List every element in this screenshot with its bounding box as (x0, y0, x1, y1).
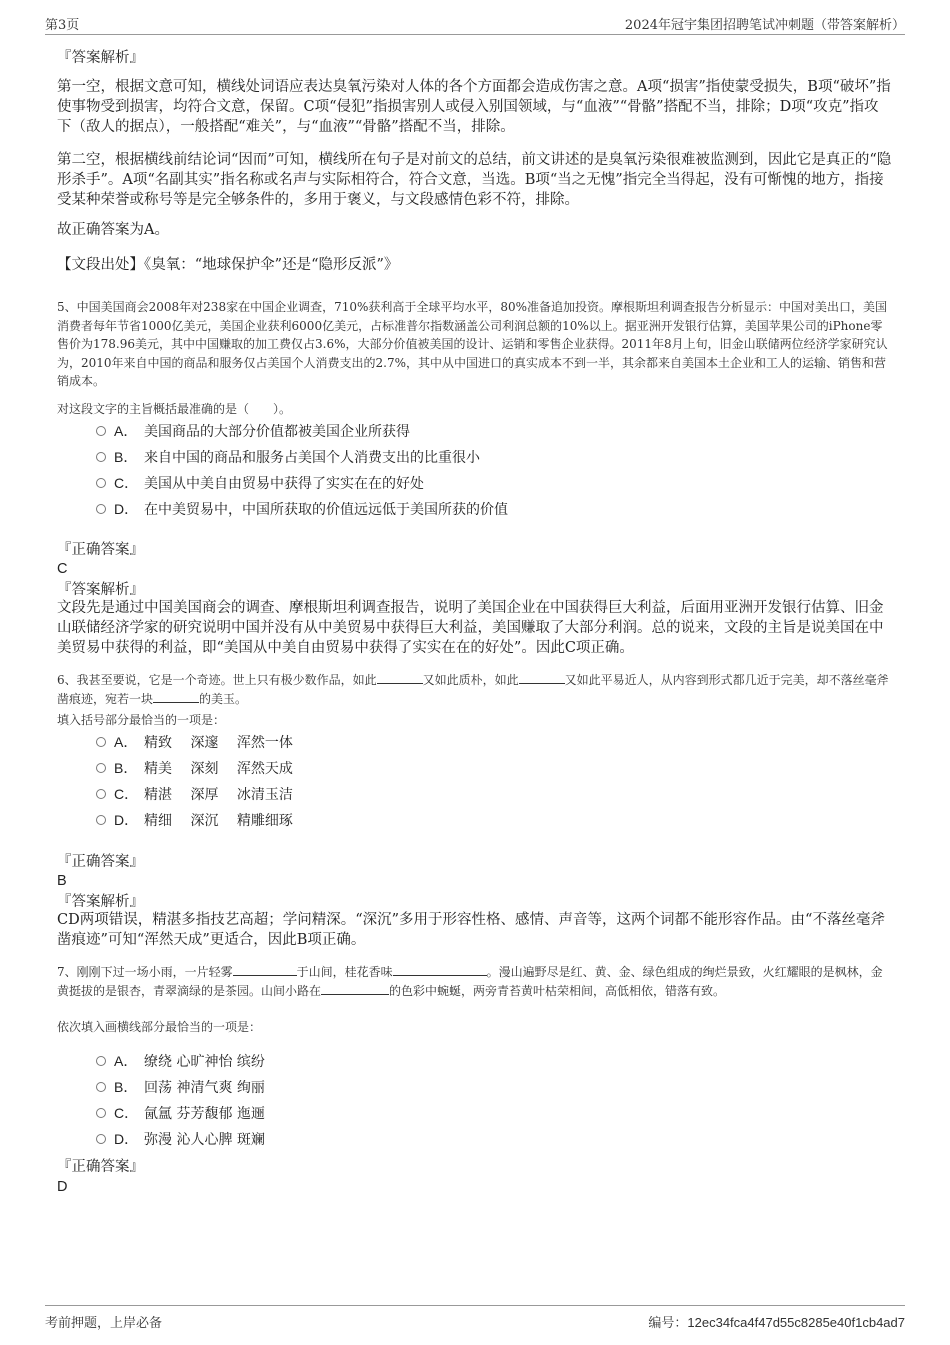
q5-analysis-label: 『答案解析』 (57, 582, 144, 598)
radio-icon[interactable] (96, 737, 106, 747)
document-title: 2024年冠宇集团招聘笔试冲刺题（带答案解析） (624, 18, 905, 33)
q4-analysis-p1: 第一空，根据文意可知，横线处词语应表达臭氧污染对人体的各个方面都会造成伤害之意。A项“损害”指使蒙受损失，B项“破坏”指使事物受到损害，均符合文意，保留。C项“侵犯”指损害别人或侵入别国领域，与“血液”“骨骼”搭配不当，排除；D项“攻克”指攻下（敌人的据点），一般搭配“难关”，与“血液”“骨骼”搭配不当，排除。 (57, 79, 891, 135)
blank-2 (519, 671, 565, 684)
q6-option-a[interactable]: A． 精致 深邃 浑然一体 (96, 731, 293, 753)
radio-icon[interactable] (96, 763, 106, 773)
q6-option-c[interactable]: C． 精湛 深厚 冰清玉洁 (96, 783, 293, 805)
blank-3 (321, 982, 389, 995)
q4-analysis-label: 『答案解析』 (57, 50, 144, 66)
q7-option-d[interactable]: D． 弥漫 沁人心脾 斑斓 (96, 1128, 265, 1150)
q6-stem: 6、我甚至要说，它是一个奇迹。世上只有极少数作品，如此 又如此质朴，如此 又如此平易近人，从内容到形式都几近于完美，却不落丝毫斧凿痕迹，宛若一块 的美玉。 (57, 673, 889, 706)
q4-analysis-p3: 故正确答案为A。 (57, 222, 169, 238)
blank-1 (377, 671, 423, 684)
q7-correct-label: 『正确答案』 (57, 1159, 144, 1175)
blank-3 (153, 690, 199, 703)
q6-option-d[interactable]: D． 精细 深沉 精雕细琢 (96, 809, 293, 831)
q5-option-a[interactable]: A． 美国商品的大部分价值都被美国企业所获得 (96, 420, 410, 442)
q6-analysis: CD两项错误，精湛多指技艺高超；学问精深。“深沉”多用于形容性格、感情、声音等，这两个词都不能形容作品。由“不落丝毫斧凿痕迹”可知“浑然天成”更适合，因此B项正确。 (57, 912, 885, 948)
q5-correct-label: 『正确答案』 (57, 542, 144, 558)
radio-icon[interactable] (96, 1056, 106, 1066)
q6-question: 填入括号部分最恰当的一项是： (57, 713, 226, 727)
q7-question: 依次填入画横线部分最恰当的一项是： (57, 1020, 262, 1034)
document-id: 编号：12ec34fca4f47d55c8285e40f1cb4ad7 (648, 1315, 905, 1330)
q5-analysis: 文段先是通过中国美国商会的调查、摩根斯坦利调查报告，说明了美国企业在中国获得巨大利益，后面用亚洲开发银行估算、旧金山联储经济学家的研究说明中国并没有从中美贸易中获得巨大利益，美国赚取了大部分利润。总的说来，文段的主旨是说美国在中美贸易中获得的利益，即“美国从中美自由贸易中获得了实实在在的好处”。因此C项正确。 (57, 600, 884, 656)
q5-option-b[interactable]: B． 来自中国的商品和服务占美国个人消费支出的比重很小 (96, 446, 480, 468)
q7-option-b[interactable]: B． 回荡 神清气爽 绚丽 (96, 1076, 265, 1098)
q4-source: 【文段出处】《臭氧：“地球保护伞”还是“隐形反派”》 (57, 257, 399, 273)
q6-analysis-label: 『答案解析』 (57, 894, 144, 910)
radio-icon[interactable] (96, 504, 106, 514)
q4-analysis-p2: 第二空，根据横线前结论词“因而”可知，横线所在句子是对前文的总结，前文讲述的是臭氧污染很难被监测到，因此它是真正的“隐形杀手”。A项“名副其实”指名称或名声与实际相符合，符合文意，当选。B项“当之无愧”指完全当得起，没有可惭愧的地方，指接受某种荣誉或称号等是完全够条件的，多用于褒义，与文段感情色彩不符，排除。 (57, 152, 892, 208)
q5-question: 对这段文字的主旨概括最准确的是（ ）。 (57, 402, 292, 416)
radio-icon[interactable] (96, 815, 106, 825)
q7-option-a[interactable]: A． 缭绕 心旷神怡 缤纷 (96, 1050, 265, 1072)
page-footer (45, 1305, 905, 1330)
q7-correct-answer: D (57, 1179, 68, 1195)
radio-icon[interactable] (96, 789, 106, 799)
radio-icon[interactable] (96, 452, 106, 462)
blank-1 (233, 963, 297, 976)
q5-option-c[interactable]: C． 美国从中美自由贸易中获得了实实在在的好处 (96, 472, 424, 494)
q6-correct-label: 『正确答案』 (57, 854, 144, 870)
q6-correct-answer: B (57, 873, 67, 889)
radio-icon[interactable] (96, 1082, 106, 1092)
radio-icon[interactable] (96, 1134, 106, 1144)
q7-option-c[interactable]: C． 氤氲 芬芳馥郁 迤逦 (96, 1102, 265, 1124)
radio-icon[interactable] (96, 478, 106, 488)
page-header (45, 12, 905, 35)
blank-2 (393, 963, 487, 976)
radio-icon[interactable] (96, 426, 106, 436)
q7-stem: 7、刚刚下过一场小雨，一片轻雾 于山间，桂花香味 。漫山遍野尽是红、黄、金、绿色组成的绚烂景致，火红耀眼的是枫林，金黄挺拔的是银杏，青翠滴绿的是茶园。山间小路在 的色彩中蜿蜒，两旁青苔黄叶枯荣相间，高低相依，错落有致。 (57, 965, 883, 998)
radio-icon[interactable] (96, 1108, 106, 1118)
q5-stem: 5、中国美国商会2008年对238家在中国企业调查，710%获利高于全球平均水平，80%准备追加投资。摩根斯坦利调查报告分析显示：中国对美出口，美国消费者每年节省1000亿美元，美国企业获利6000亿美元，占标准普尔指数涵盖公司利润总额的10%以上。据亚洲开发银行估算，美国苹果公司的iPhone零售价为178.96美元，其中中国赚取的加工费仅占3.6%，大部分价值被美国的设计、运销和零售企业获得。2011年8月上旬，旧金山联储两位经济学家研究认为，2010年来自中国的商品和服务仅占美国个人消费支出的2.7%，其中从中国进口的真实成本不到一半，其余都来自美国本土企业和工人的运输、销售和营销成本。 (57, 300, 888, 388)
q6-option-b[interactable]: B． 精美 深刻 浑然天成 (96, 757, 293, 779)
footer-slogan: 考前押题，上岸必备 (45, 1316, 163, 1331)
q5-correct-answer: C (57, 561, 68, 577)
q5-option-d[interactable]: D． 在中美贸易中，中国所获取的价值远远低于美国所获的价值 (96, 498, 508, 520)
page-number: 第3页 (45, 18, 80, 33)
